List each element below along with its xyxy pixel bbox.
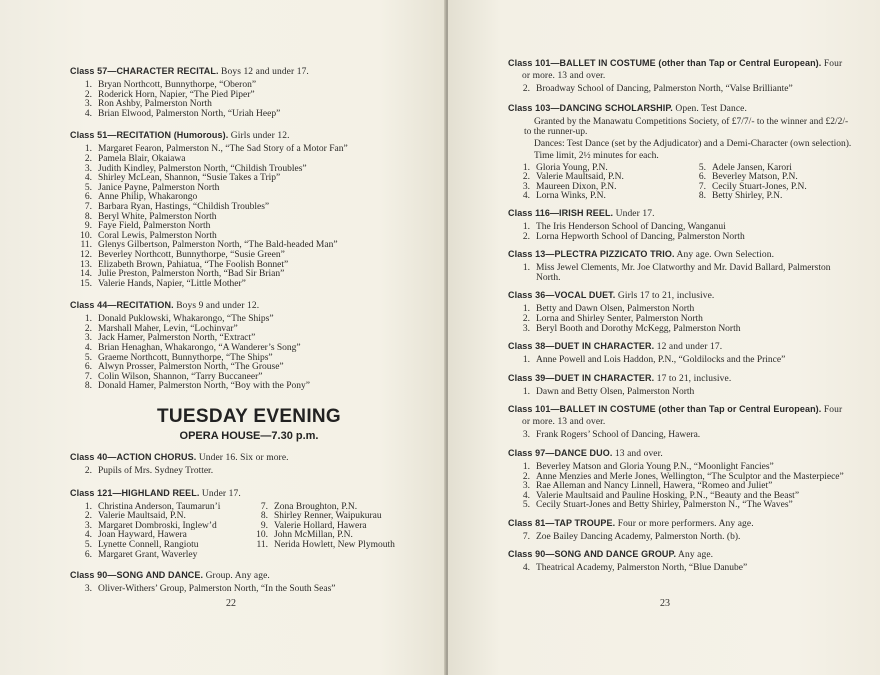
entry-number: 7. xyxy=(84,371,92,382)
entry-text: Adele Jansen, Karori xyxy=(712,162,792,173)
entry-text: Betty and Dawn Olsen, Palmerston North xyxy=(536,304,695,315)
entry-number: 7. xyxy=(260,501,268,512)
two-column-list xyxy=(78,503,428,561)
entry-list xyxy=(508,85,852,95)
entry-number: 13. xyxy=(80,259,92,270)
entry-number: 9. xyxy=(260,520,268,531)
class-label: Class xyxy=(508,290,533,301)
class-title: 51—RECITATION (Humorous). xyxy=(94,130,229,141)
entry-text: Beryl White, Palmerston North xyxy=(98,211,217,222)
class-section xyxy=(508,290,852,334)
entry-list xyxy=(508,564,852,574)
entry-text: Frank Rogers’ School of Dancing, Hawera. xyxy=(536,430,701,441)
entry-number: 4. xyxy=(84,108,92,119)
entry-list xyxy=(516,164,692,202)
class-details: Open. Test Dance. xyxy=(672,103,747,114)
entry-number: 9. xyxy=(84,221,92,232)
entry-list xyxy=(70,467,428,477)
entry-number: 1. xyxy=(522,263,530,274)
class-title: 57—CHARACTER RECITAL. xyxy=(94,66,219,76)
entry-text: Marshall Maher, Levin, “Lochinvar” xyxy=(98,323,238,334)
class-title: 81—TAP TROUPE. xyxy=(532,517,616,528)
entry-number: 4. xyxy=(522,490,530,501)
entry-text: Maureen Dixon, P.N. xyxy=(536,181,617,192)
entry-number: 4. xyxy=(522,191,530,202)
entry-number: 8. xyxy=(84,211,92,222)
entry-text: Lynette Connell, Rangiotu xyxy=(98,540,199,550)
list-item xyxy=(516,325,852,335)
class-section xyxy=(70,300,428,392)
entry-number: 3. xyxy=(522,181,530,192)
entry-number: 7. xyxy=(84,201,92,212)
entry-list xyxy=(692,164,852,202)
entry-text: Christina Anderson, Taumarun’i xyxy=(98,501,221,512)
class-heading xyxy=(508,58,852,82)
entry-number: 3. xyxy=(84,163,92,174)
class-heading xyxy=(508,208,852,220)
class-details: Under 16. Six or more. xyxy=(196,453,289,464)
entry-number: 6. xyxy=(84,362,92,373)
class-label: Class xyxy=(508,517,533,528)
class-title: 36—VOCAL DUET. xyxy=(532,290,616,301)
entry-text: Cecily Stuart-Jones and Betty Shirley, Palmerston N., “The Waves” xyxy=(536,500,793,511)
entry-number: 5. xyxy=(522,500,530,511)
entry-text: Gloria Young, P.N. xyxy=(536,162,608,173)
class-label: Class xyxy=(70,66,95,76)
class-label: Class xyxy=(70,300,95,311)
class-details: 13 and over. xyxy=(612,448,663,459)
class-title: 121—HIGHLAND REEL. xyxy=(94,487,200,498)
class-heading xyxy=(508,448,852,460)
column-right xyxy=(692,164,852,202)
class-label: Class xyxy=(508,58,533,68)
entry-number: 8. xyxy=(698,191,706,202)
venue-subtitle: OPERA HOUSE—7.30 p.m. xyxy=(179,430,319,443)
entry-text: Glenys Gilbertson, Palmerston North, “The Bald-headed Man” xyxy=(98,240,338,251)
entry-text: Coral Lewis, Palmerston North xyxy=(98,230,217,241)
class-title: 101—BALLET IN COSTUME (other than Tap or Central European). xyxy=(532,404,822,415)
entry-number: 10. xyxy=(80,230,92,241)
class-details: 12 and under 17. xyxy=(654,342,723,353)
entry-text: Colin Wilson, Shannon, “Tarry Buccaneer” xyxy=(98,371,263,382)
page-number: 22 xyxy=(226,598,236,609)
column-left xyxy=(516,164,692,202)
class-section xyxy=(508,58,852,95)
class-label: Class xyxy=(508,447,533,458)
class-section xyxy=(70,570,428,595)
entry-text: Beryl Booth and Dorothy McKegg, Palmerston North xyxy=(536,323,741,334)
list-item xyxy=(516,501,852,511)
entry-text: Pupils of Mrs. Sydney Trotter. xyxy=(98,466,214,477)
class-section xyxy=(508,249,852,283)
entry-list xyxy=(508,463,852,511)
entry-text: Beverley Northcott, Bunnythorpe, “Susie Green” xyxy=(98,249,285,260)
entry-number: 6. xyxy=(84,192,92,203)
class-heading xyxy=(508,518,852,530)
entry-number: 1. xyxy=(522,355,530,366)
class-details: Any age. Own Selection. xyxy=(674,250,775,261)
list-item xyxy=(78,551,254,561)
entry-text: Beverley Matson, P.N. xyxy=(712,172,798,183)
class-title: 38—DUET IN CHARACTER. xyxy=(532,341,655,352)
entry-number: 4. xyxy=(84,173,92,184)
entry-number: 2. xyxy=(522,172,530,183)
class-heading xyxy=(508,404,852,428)
entry-number: 15. xyxy=(80,278,92,289)
class-section xyxy=(508,103,852,202)
class-heading xyxy=(508,341,852,353)
class-section xyxy=(508,341,852,366)
class-details: Group. Any age. xyxy=(203,571,270,582)
class-heading xyxy=(508,373,852,385)
entry-number: 3. xyxy=(522,430,530,441)
entry-number: 5. xyxy=(698,162,706,173)
entry-number: 1. xyxy=(522,386,530,397)
entry-number: 3. xyxy=(522,323,530,334)
class-title: 97—DANCE DUO. xyxy=(532,447,613,458)
entry-text: Donald Puklowski, Whakarongo, “The Ships” xyxy=(98,314,274,325)
entry-number: 2. xyxy=(84,153,92,164)
entry-text: Anne Philip, Whakarongo xyxy=(98,192,198,203)
entry-number: 3. xyxy=(84,520,92,531)
entry-text: Bryan Northcott, Bunnythorpe, “Oberon” xyxy=(98,80,257,90)
entry-number: 4. xyxy=(84,530,92,541)
entry-number: 2. xyxy=(84,323,92,334)
entry-number: 3. xyxy=(84,99,92,110)
entry-number: 3. xyxy=(522,481,530,492)
entry-text: Julie Preston, Palmerston North, “Bad Sir Brian” xyxy=(98,269,285,280)
entry-number: 11. xyxy=(256,540,268,550)
class-title: 101—BALLET IN COSTUME (other than Tap or Central European). xyxy=(532,58,822,68)
entry-text: Lorna Winks, P.N. xyxy=(536,191,606,202)
class-label: Class xyxy=(70,570,95,581)
class-label: Class xyxy=(70,452,95,463)
entry-text: Ron Ashby, Palmerston North xyxy=(98,99,212,110)
entry-text: Valerie Hollard, Hawera xyxy=(274,520,367,531)
entry-number: 7. xyxy=(522,531,530,542)
class-section xyxy=(508,549,852,574)
entry-number: 2. xyxy=(522,313,530,324)
class-details: Girls 17 to 21, inclusive. xyxy=(615,291,715,302)
entry-number: 2. xyxy=(522,471,530,482)
class-title: 90—SONG AND DANCE GROUP. xyxy=(532,549,677,560)
entry-text: Lorna Hepworth School of Dancing, Palmerston North xyxy=(536,231,745,242)
entry-number: 5. xyxy=(84,182,92,193)
list-item xyxy=(78,382,428,392)
class-details: Any age. xyxy=(676,550,714,561)
entry-list xyxy=(508,223,852,242)
entry-list xyxy=(508,431,852,441)
entry-number: 1. xyxy=(522,162,530,173)
entry-number: 1. xyxy=(84,80,92,90)
entry-number: 8. xyxy=(84,381,92,392)
entry-text: Miss Jewel Clements, Mr. Joe Clatworthy and Mr. David Ballard, Palmerston North. xyxy=(536,263,831,283)
list-item xyxy=(516,388,852,398)
entry-text: Alwyn Prosser, Palmerston North, “The Grouse” xyxy=(98,362,284,373)
class-title: 40—ACTION CHORUS. xyxy=(94,452,197,463)
class-title: 116—IRISH REEL. xyxy=(532,207,614,218)
entry-text: Anne Powell and Lois Haddon, P.N., “Goldilocks and the Prince” xyxy=(536,355,786,366)
class-section xyxy=(70,452,428,477)
list-item xyxy=(516,192,692,202)
entry-list xyxy=(70,81,428,119)
list-item xyxy=(516,533,852,543)
list-item xyxy=(78,280,428,290)
class-heading xyxy=(70,300,428,312)
entry-list xyxy=(78,503,254,561)
class-details: Four or more. 13 and over. xyxy=(522,59,843,81)
list-item xyxy=(516,264,852,283)
class-section xyxy=(508,404,852,441)
entry-number: 4. xyxy=(84,343,92,354)
entry-text: Margaret Dombroski, Inglew’d xyxy=(98,520,217,531)
entry-number: 1. xyxy=(84,144,92,155)
list-item xyxy=(78,585,428,595)
list-item xyxy=(516,233,852,243)
class-label: Class xyxy=(508,102,533,113)
entry-number: 1. xyxy=(84,314,92,325)
entry-text: Valerie Maultsaid, P.N. xyxy=(536,172,624,183)
class-label: Class xyxy=(70,487,95,498)
entry-number: 6. xyxy=(84,549,92,560)
entry-text: Zoe Bailey Dancing Academy, Palmerston North. (b). xyxy=(536,531,741,542)
list-item xyxy=(78,110,428,120)
entry-number: 10. xyxy=(256,530,268,541)
class-label: Class xyxy=(508,341,533,352)
class-heading xyxy=(70,66,428,78)
entry-list xyxy=(508,533,852,543)
class-section xyxy=(508,448,852,511)
class-label: Class xyxy=(508,207,533,218)
class-details: Under 17. xyxy=(199,488,241,499)
entry-number: 5. xyxy=(84,352,92,363)
class-section xyxy=(70,130,428,289)
entry-number: 8. xyxy=(260,511,268,522)
class-details: Four or more performers. Any age. xyxy=(615,518,754,529)
entry-list xyxy=(508,264,852,283)
entry-number: 11. xyxy=(80,240,92,251)
entry-text: Margaret Fearon, Palmerston N., “The Sad Story of a Motor Fan” xyxy=(98,144,348,155)
entry-text: Elizabeth Brown, Pahiatua, “The Foolish Bonnet” xyxy=(98,259,289,270)
entry-number: 1. xyxy=(522,221,530,232)
entry-number: 7. xyxy=(698,181,706,192)
class-section xyxy=(70,66,428,119)
entry-text: Theatrical Academy, Palmerston North, “Blue Danube” xyxy=(536,563,748,574)
list-item xyxy=(516,431,852,441)
entry-text: Anne Menzies and Merle Jones, Wellington, “The Sculptor and the Masterpiece” xyxy=(536,471,844,482)
entry-text: John McMillan, P.N. xyxy=(274,530,353,541)
entry-text: Roderick Horn, Napier, “The Pied Piper” xyxy=(98,89,255,100)
two-column-list xyxy=(516,164,852,202)
class-section xyxy=(508,373,852,398)
entry-list xyxy=(70,315,428,392)
entry-list xyxy=(254,503,428,551)
description-text: Granted by the Manawatu Competitions Society, of £7/7/- to the winner and £2/2/- to the runner-up. xyxy=(524,116,849,137)
class-title: 90—SONG AND DANCE. xyxy=(94,570,204,581)
entry-list xyxy=(508,388,852,398)
class-title: 103—DANCING SCHOLARSHIP. xyxy=(532,102,673,113)
entry-text: Lorna and Shirley Senter, Palmerston North xyxy=(536,313,703,324)
entry-number: 2. xyxy=(84,511,92,522)
class-details: Girls under 12. xyxy=(228,131,290,142)
list-item xyxy=(516,356,852,366)
list-item xyxy=(516,564,852,574)
class-heading xyxy=(70,130,428,142)
class-label: Class xyxy=(508,372,533,383)
class-title: 44—RECITATION. xyxy=(94,300,174,311)
entry-text: Judith Kindley, Palmerston North, “Childish Troubles” xyxy=(98,163,307,174)
column-right xyxy=(254,503,428,561)
description-text: Dances: Test Dance (set by the Adjudicator) and a Demi-Character (own selection). xyxy=(534,138,852,149)
entry-text: Shirley McLean, Shannon, “Susie Takes a Trip” xyxy=(98,173,281,184)
entry-text: Donald Hamer, Palmerston North, “Boy with the Pony” xyxy=(98,381,311,392)
entry-number: 14. xyxy=(80,269,92,280)
class-heading xyxy=(508,290,852,302)
class-heading xyxy=(70,570,428,582)
column-left xyxy=(78,503,254,561)
entry-text: Nerida Howlett, New Plymouth xyxy=(274,540,395,550)
entry-text: Rae Alleman and Nancy Linnell, Hawera, “Romeo and Juliet” xyxy=(536,481,773,492)
entry-number: 3. xyxy=(84,584,92,595)
entry-list xyxy=(508,305,852,334)
list-item xyxy=(692,192,852,202)
class-label: Class xyxy=(508,549,533,560)
entry-number: 1. xyxy=(522,461,530,472)
class-label: Class xyxy=(508,249,533,260)
entry-number: 1. xyxy=(522,304,530,315)
entry-text: Barbara Ryan, Hastings, “Childish Troubles” xyxy=(98,201,270,212)
entry-text: Dawn and Betty Olsen, Palmerston North xyxy=(536,386,695,397)
entry-list xyxy=(70,585,428,595)
class-title: 13—PLECTRA PIZZICATO TRIO. xyxy=(532,249,675,260)
entry-text: Janice Payne, Palmerston North xyxy=(98,182,220,193)
class-label: Class xyxy=(70,130,95,141)
class-heading xyxy=(508,249,852,261)
page-number: 23 xyxy=(660,598,670,609)
list-item xyxy=(78,467,428,477)
entry-number: 3. xyxy=(84,333,92,344)
class-details: 17 to 21, inclusive. xyxy=(654,373,732,384)
class-heading xyxy=(70,452,428,464)
entry-text: Pamela Blair, Okaiawa xyxy=(98,153,186,164)
entry-text: Cecily Stuart-Jones, P.N. xyxy=(712,181,807,192)
entry-text: Margaret Grant, Waverley xyxy=(98,549,198,560)
entry-text: Graeme Northcott, Bunnythorpe, “The Ships” xyxy=(98,352,273,363)
class-details: Under 17. xyxy=(613,208,655,219)
entry-text: Zona Broughton, P.N. xyxy=(274,501,358,512)
entry-text: Faye Field, Palmerston North xyxy=(98,221,211,232)
class-label: Class xyxy=(508,404,533,415)
class-heading xyxy=(70,488,428,500)
entry-number: 2. xyxy=(522,84,530,94)
entry-text: Beverley Matson and Gloria Young P.N., “Moonlight Fancies” xyxy=(536,461,774,472)
entry-text: Joan Hayward, Hawera xyxy=(98,530,187,541)
class-heading xyxy=(508,103,852,115)
entry-text: The Iris Henderson School of Dancing, Wanganui xyxy=(536,221,726,232)
entry-text: Shirley Renner, Waipukurau xyxy=(274,511,382,522)
entry-text: Valerie Maultsaid, P.N. xyxy=(98,511,186,522)
entry-number: 5. xyxy=(84,540,92,550)
entry-list xyxy=(70,145,428,289)
entry-number: 1. xyxy=(84,501,92,512)
entry-text: Brian Henaghan, Whakarongo, “A Wanderer’s Song” xyxy=(98,343,301,354)
right-page xyxy=(448,0,880,675)
entry-text: Jack Hamer, Palmerston North, “Extract” xyxy=(98,333,256,344)
class-section xyxy=(70,488,428,561)
class-heading xyxy=(508,549,852,561)
class-section xyxy=(508,208,852,242)
entry-number: 6. xyxy=(698,172,706,183)
entry-text: Broadway School of Dancing, Palmerston North, “Valse Brilliante” xyxy=(536,84,793,94)
entry-text: Valerie Hands, Napier, “Little Mother” xyxy=(98,278,246,289)
class-details: Boys 9 and under 12. xyxy=(173,301,260,312)
entry-text: Betty Shirley, P.N. xyxy=(712,191,783,202)
class-title: 39—DUET IN CHARACTER. xyxy=(532,372,655,383)
list-item xyxy=(516,85,852,95)
entry-number: 2. xyxy=(522,231,530,242)
entry-text: Valerie Maultsaid and Pauline Hosking, P.N., “Beauty and the Beast” xyxy=(536,490,800,501)
class-details: Four or more. 13 and over. xyxy=(522,405,843,428)
entry-list xyxy=(508,356,852,366)
entry-number: 12. xyxy=(80,249,92,260)
page-title: TUESDAY EVENING xyxy=(157,406,341,428)
entry-number: 2. xyxy=(84,89,92,100)
class-section xyxy=(508,518,852,543)
entry-number: 2. xyxy=(84,466,92,477)
entry-text: Brian Elwood, Palmerston North, “Uriah Heep” xyxy=(98,108,281,119)
class-details: Boys 12 and under 17. xyxy=(218,67,309,77)
entry-text: Oliver-Withers’ Group, Palmerston North, “In the South Seas” xyxy=(98,584,336,595)
list-item xyxy=(254,541,428,551)
description-text: Time limit, 2½ minutes for each. xyxy=(534,150,659,161)
entry-number: 4. xyxy=(522,563,530,574)
